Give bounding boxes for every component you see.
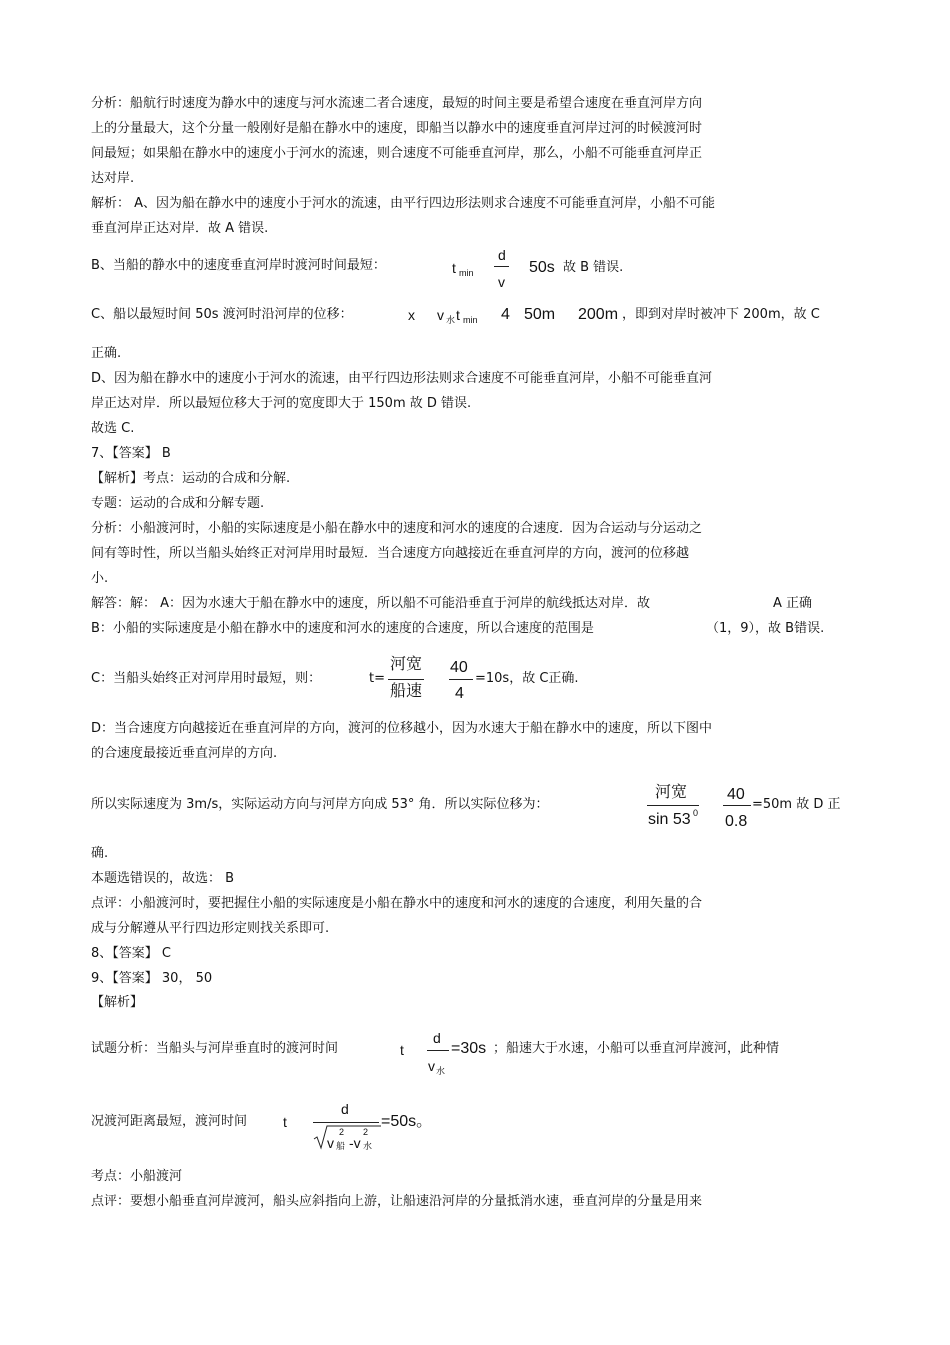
option-c-text: C、船以最短时间 50s 渡河时沿河岸的位移： [91, 307, 353, 322]
q7-tag: 【解析】考点：运动的合成和分解. [91, 471, 291, 486]
formula-disp-sup: 0 [693, 808, 699, 818]
q7-review-1: 点评：小船渡河时，要把握住小船的实际速度是小船在静水中的速度和河水的速度的合速度，利用矢量的合 [91, 896, 703, 911]
q7-d-line-2: 的合速度最接近垂直河岸的方向. [91, 746, 278, 761]
formula-c-n1: 4 [501, 306, 510, 323]
formula-q9b-result: =50s。 [381, 1113, 433, 1130]
q7-c-text: C：当船头始终正对河岸用时最短，则： [91, 671, 322, 686]
formula-b-result: 50s [529, 259, 555, 276]
formula-q9b-t: t [283, 1114, 287, 1130]
q7-displacement-text: 所以实际速度为 3m/s，实际运动方向与河岸方向成 53° 角．所以实际位移为： [91, 797, 549, 812]
formula-disp-den2: 0.8 [725, 813, 748, 830]
formula-q9b-sq2: 2 [363, 1127, 369, 1137]
q7-b-verdict: （1，9），故 B错误. [706, 621, 825, 636]
formula-q9a-result: =30s [451, 1040, 487, 1057]
formula-q9b-v1: v [327, 1135, 334, 1151]
fraction-bar [494, 266, 509, 267]
formula-q9b-sq1: 2 [339, 1127, 345, 1137]
formula-c-n2: 50m [524, 306, 556, 323]
q7-a-text: 解答：解： A：因为水速大于船在静水中的速度，所以船不可能沿垂直于河岸的航线抵达对岸．故 [91, 596, 651, 611]
q7-analysis-1: 分析：小船渡河时，小船的实际速度是小船在静水中的速度和河水的速度的合速度．因为合运动与分运动之 [91, 521, 703, 536]
fraction-bar [449, 679, 473, 680]
q7-a-verdict: A 正确 [773, 596, 813, 611]
fraction-bar [313, 1122, 379, 1123]
formula-c-t: t [456, 307, 460, 323]
formula-b-tail: 故 B 错误. [563, 260, 624, 275]
formula-c-v-sub: 水 [446, 315, 456, 325]
formula-q9a-den: v [428, 1058, 435, 1074]
formula-q9a-t: t [400, 1042, 404, 1058]
q7-topic: 专题：运动的合成和分解专题. [91, 496, 265, 511]
formula-c-n3: 200m [578, 306, 619, 323]
q9-b-text: 况渡河距离最短，渡河时间 [91, 1114, 248, 1129]
sqrt-symbol [313, 1124, 383, 1150]
formula-q9a-tail: ；船速大于水速，小船可以垂直河岸渡河，此种情 [493, 1041, 780, 1056]
fraction-bar [647, 805, 699, 806]
option-c-end: 正确. [91, 346, 122, 361]
q7-analysis-3: 小. [91, 571, 109, 586]
formula-q9a-num: d [433, 1030, 441, 1046]
formula-q9b-v1-sub: 船 [336, 1141, 346, 1151]
q7-b-text: B：小船的实际速度是小船在静水中的速度和河水的速度的合速度，所以合速度的范围是 [91, 621, 594, 636]
fraction-bar [388, 679, 424, 680]
option-d-line-2: 岸正达对岸．所以最短位移大于河的宽度即大于 150m 故 D 错误. [91, 396, 472, 411]
fraction-bar [723, 805, 751, 806]
formula-c-tail: ，即到对岸时被冲下 200m，故 C [622, 307, 820, 322]
formula-q9b-minus: -v [349, 1135, 361, 1151]
formula-disp-den1: sin 53 [648, 811, 691, 828]
formula-b-t-sub: min [459, 268, 474, 278]
formula-b-den: v [498, 274, 505, 290]
analysis-line-2: 上的分量最大，这个分量一般刚好是船在静水中的速度，即船当以静水中的速度垂直河岸过河的时候渡河时 [91, 121, 703, 136]
formula-c-v: v [437, 307, 444, 323]
formula-c-x: x [408, 307, 415, 323]
choice-line: 故选 C. [91, 421, 135, 436]
formula-q7-c-tail: =10s，故 C正确. [475, 671, 579, 686]
formula-q7-c-den1: 船速 [390, 683, 423, 700]
formula-q7-c-den2: 4 [455, 685, 464, 702]
formula-b-num: d [498, 247, 506, 263]
formula-q7-c-num2: 40 [450, 659, 468, 676]
q9-tag: 【解析】 [91, 995, 144, 1010]
formula-q7-c-pre: t= [369, 671, 385, 686]
q7-wrong-choice: 本题选错误的，故选： B [91, 871, 235, 886]
formula-disp-tail: =50m 故 D 正 [752, 797, 841, 812]
formula-c-t-sub: min [463, 315, 478, 325]
q9-review: 点评：要想小船垂直河岸渡河，船头应斜指向上游，让船速沿河岸的分量抵消水速，垂直河岸的分量是用来 [91, 1194, 703, 1209]
q9-point: 考点：小船渡河 [91, 1169, 183, 1184]
formula-disp-num2: 40 [727, 786, 745, 803]
fraction-bar [427, 1050, 449, 1051]
q8-answer: 8、【答案】 C [91, 946, 171, 961]
q7-review-2: 成与分解遵从平行四边形定则找关系即可. [91, 921, 330, 936]
q7-analysis-2: 间有等时性，所以当船头始终正对河岸用时最短．当合速度方向越接近在垂直河岸的方向，渡河的位移越 [91, 546, 690, 561]
solution-line-1: 解析： A、因为船在静水中的速度小于河水的流速，由平行四边形法则求合速度不可能垂直河岸，小船不可能 [91, 196, 716, 211]
option-b-text: B、当船的静水中的速度垂直河岸时渡河时间最短： [91, 258, 386, 273]
q7-answer: 7、【答案】 B [91, 446, 171, 461]
option-d-line-1: D、因为船在静水中的速度小于河水的流速，由平行四边形法则求合速度不可能垂直河岸，小船不可能垂直河 [91, 371, 713, 386]
formula-b-t: t [452, 260, 456, 276]
q9-answer: 9、【答案】 30， 50 [91, 971, 213, 986]
formula-q9b-v2-sub: 水 [363, 1141, 373, 1151]
solution-line-2: 垂直河岸正达对岸．故 A 错误. [91, 221, 269, 236]
formula-q7-c-num1: 河宽 [390, 656, 423, 673]
q7-displacement-end: 确. [91, 846, 109, 861]
formula-q9a-den-sub: 水 [436, 1066, 446, 1076]
analysis-line-1: 分析：船航行时速度为静水中的速度与河水流速二者合速度，最短的时间主要是希望合速度在垂直河岸方向 [91, 96, 703, 111]
formula-q9b-num: d [341, 1101, 349, 1117]
q7-d-line-1: D：当合速度方向越接近在垂直河岸的方向，渡河的位移越小，因为水速大于船在静水中的速度，所以下图中 [91, 721, 713, 736]
analysis-line-4: 达对岸. [91, 171, 135, 186]
q9-a-text: 试题分析：当船头与河岸垂直时的渡河时间 [91, 1041, 339, 1056]
formula-disp-num1: 河宽 [655, 784, 688, 801]
analysis-line-3: 间最短；如果船在静水中的速度小于河水的流速，则合速度不可能垂直河岸，那么，小船不可能垂直河岸正 [91, 146, 703, 161]
